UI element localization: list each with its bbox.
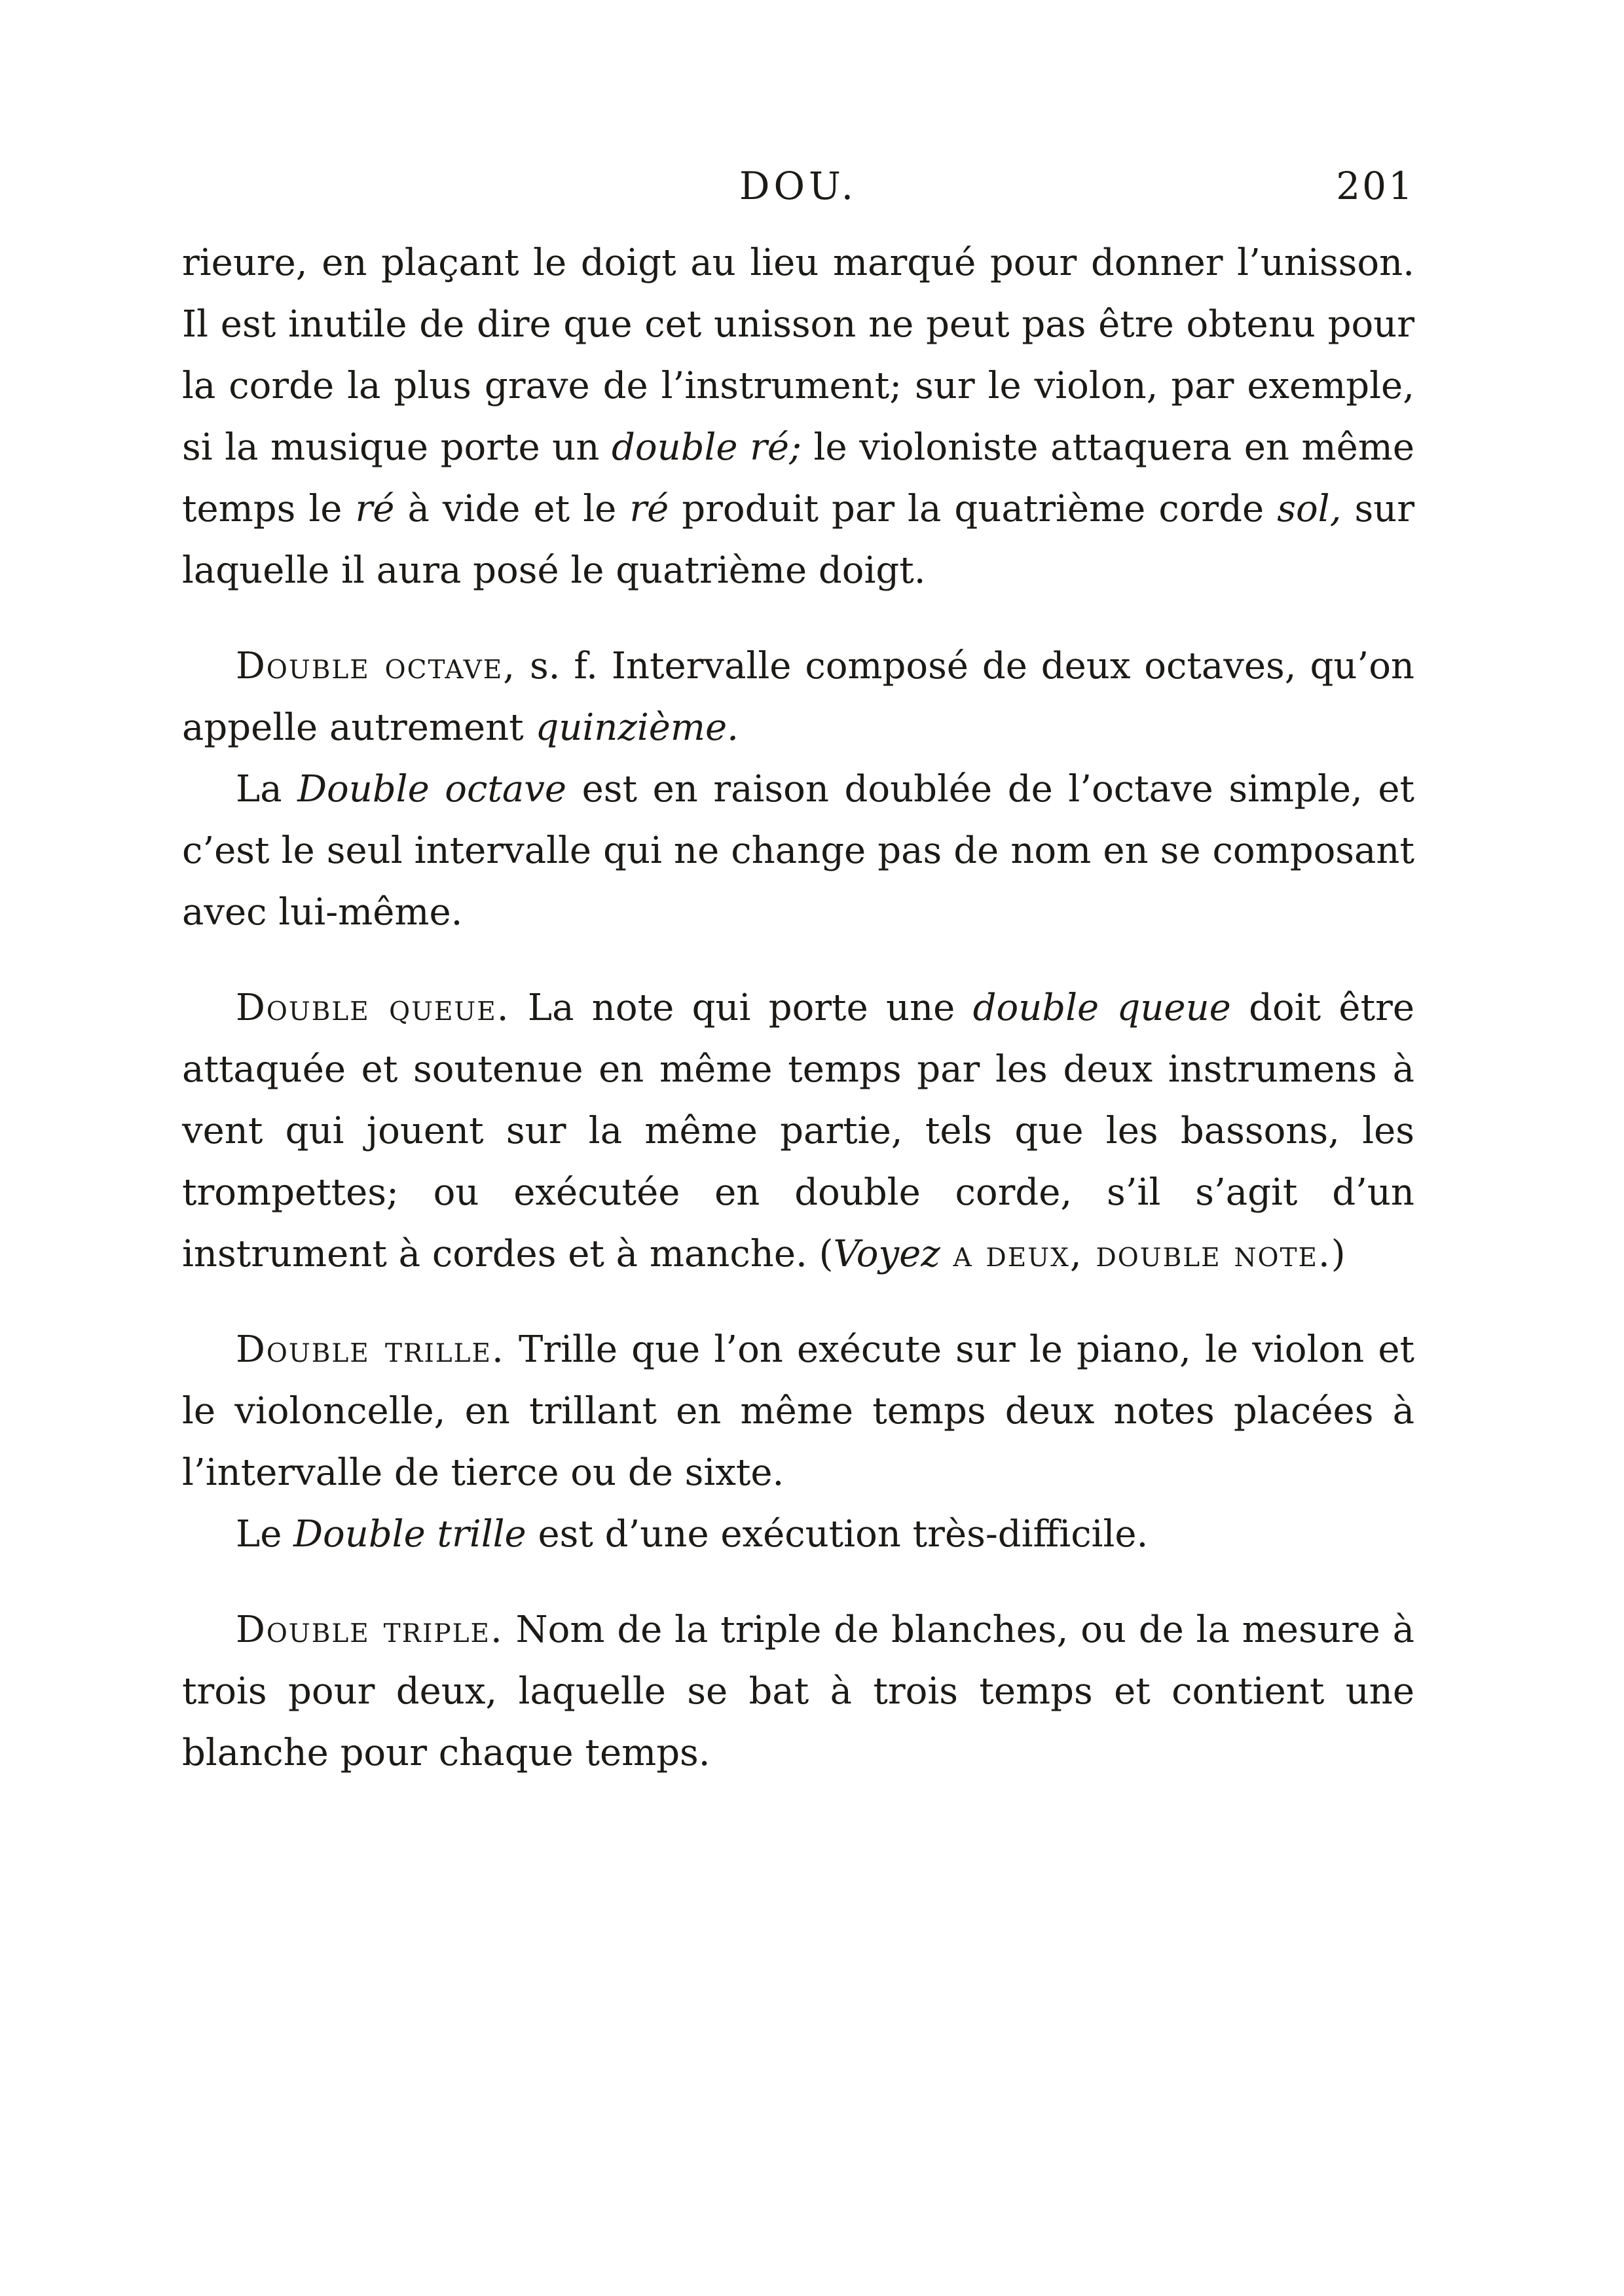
- text-run: s. f. Intervalle composé de deux octaves, qu’on appelle autrement: [182, 645, 1414, 749]
- page-body: [182, 232, 1414, 1784]
- running-head: DOU.: [739, 164, 858, 208]
- entry-double-triple: [182, 1599, 1414, 1784]
- entry-headword: Double queue.: [236, 987, 510, 1029]
- italic-term: quinzième.: [535, 706, 739, 749]
- text-run: doit être attaquée et soutenue en même temps par les deux instrumens à vent qui jouent sur la même partie, tels que les bassons, les trompettes; ou exécutée en double corde, s’il s’agit d’un instrument à cordes et à manche. (: [182, 987, 1414, 1275]
- entry-double-queue: [182, 977, 1414, 1285]
- entry-gap: [182, 602, 1414, 636]
- text-run: Nom de la triple de blanches, ou de la mesure à trois pour deux, laquelle se bat à trois temps et contient une blanche pour chaque temps.: [182, 1609, 1414, 1774]
- page-number: 201: [1336, 164, 1414, 208]
- text-run: à vide et le: [394, 488, 630, 530]
- italic-term: Double octave: [297, 768, 567, 811]
- entry-headword: Double trille.: [236, 1328, 505, 1371]
- entry-gap: [182, 943, 1414, 977]
- text-run: est en raison doublée de l’octave simple, et c’est le seul intervalle qui ne change pas de nom en se composant avec lui-même.: [182, 768, 1415, 934]
- text-run: Trille que l’on exécute sur le piano, le violon et le violoncelle, en trillant en même temps deux notes placées à l’intervalle de tierce ou de sixte.: [182, 1328, 1415, 1494]
- text-run: sur laquelle il aura posé le quatrième doigt.: [182, 488, 1415, 592]
- page-header: [182, 164, 1414, 216]
- text-run: Le: [236, 1513, 294, 1556]
- text-run: est d’une exécution très-difficile.: [526, 1513, 1149, 1556]
- entry-double-trille: [182, 1319, 1414, 1504]
- entry-gap: [182, 1285, 1414, 1319]
- entry-gap: [182, 1565, 1414, 1599]
- entry-headword: Double octave,: [236, 645, 517, 687]
- entry-double-octave: [182, 636, 1414, 759]
- entry-double-trille-note: [182, 1504, 1414, 1565]
- italic-term: sol,: [1277, 488, 1342, 530]
- italic-term: ré: [629, 488, 669, 530]
- cross-reference: a deux, double note.: [940, 1233, 1331, 1275]
- text-run: ): [1331, 1233, 1346, 1275]
- text-run: La note qui porte une: [509, 987, 973, 1029]
- text-run: le violoniste attaquera en même temps le: [182, 426, 1414, 530]
- entry-headword: Double triple.: [236, 1609, 504, 1651]
- italic-term: Voyez: [833, 1233, 940, 1275]
- text-run: La: [236, 768, 298, 811]
- italic-term: double queue: [972, 987, 1231, 1029]
- continued-paragraph: [182, 232, 1414, 602]
- entry-double-octave-note: [182, 759, 1414, 943]
- italic-term: double ré;: [612, 426, 802, 469]
- text-run: rieure, en plaçant le doigt au lieu marqué pour donner l’unisson. Il est inutile de dire que cet unisson ne peut pas être obtenu pour la corde la plus grave de l’instrument; sur le violon, par exemple, si la musique porte un: [182, 242, 1414, 469]
- italic-term: ré: [355, 488, 395, 530]
- text-run: produit par la quatrième corde: [669, 488, 1278, 530]
- italic-term: Double trille: [293, 1513, 526, 1556]
